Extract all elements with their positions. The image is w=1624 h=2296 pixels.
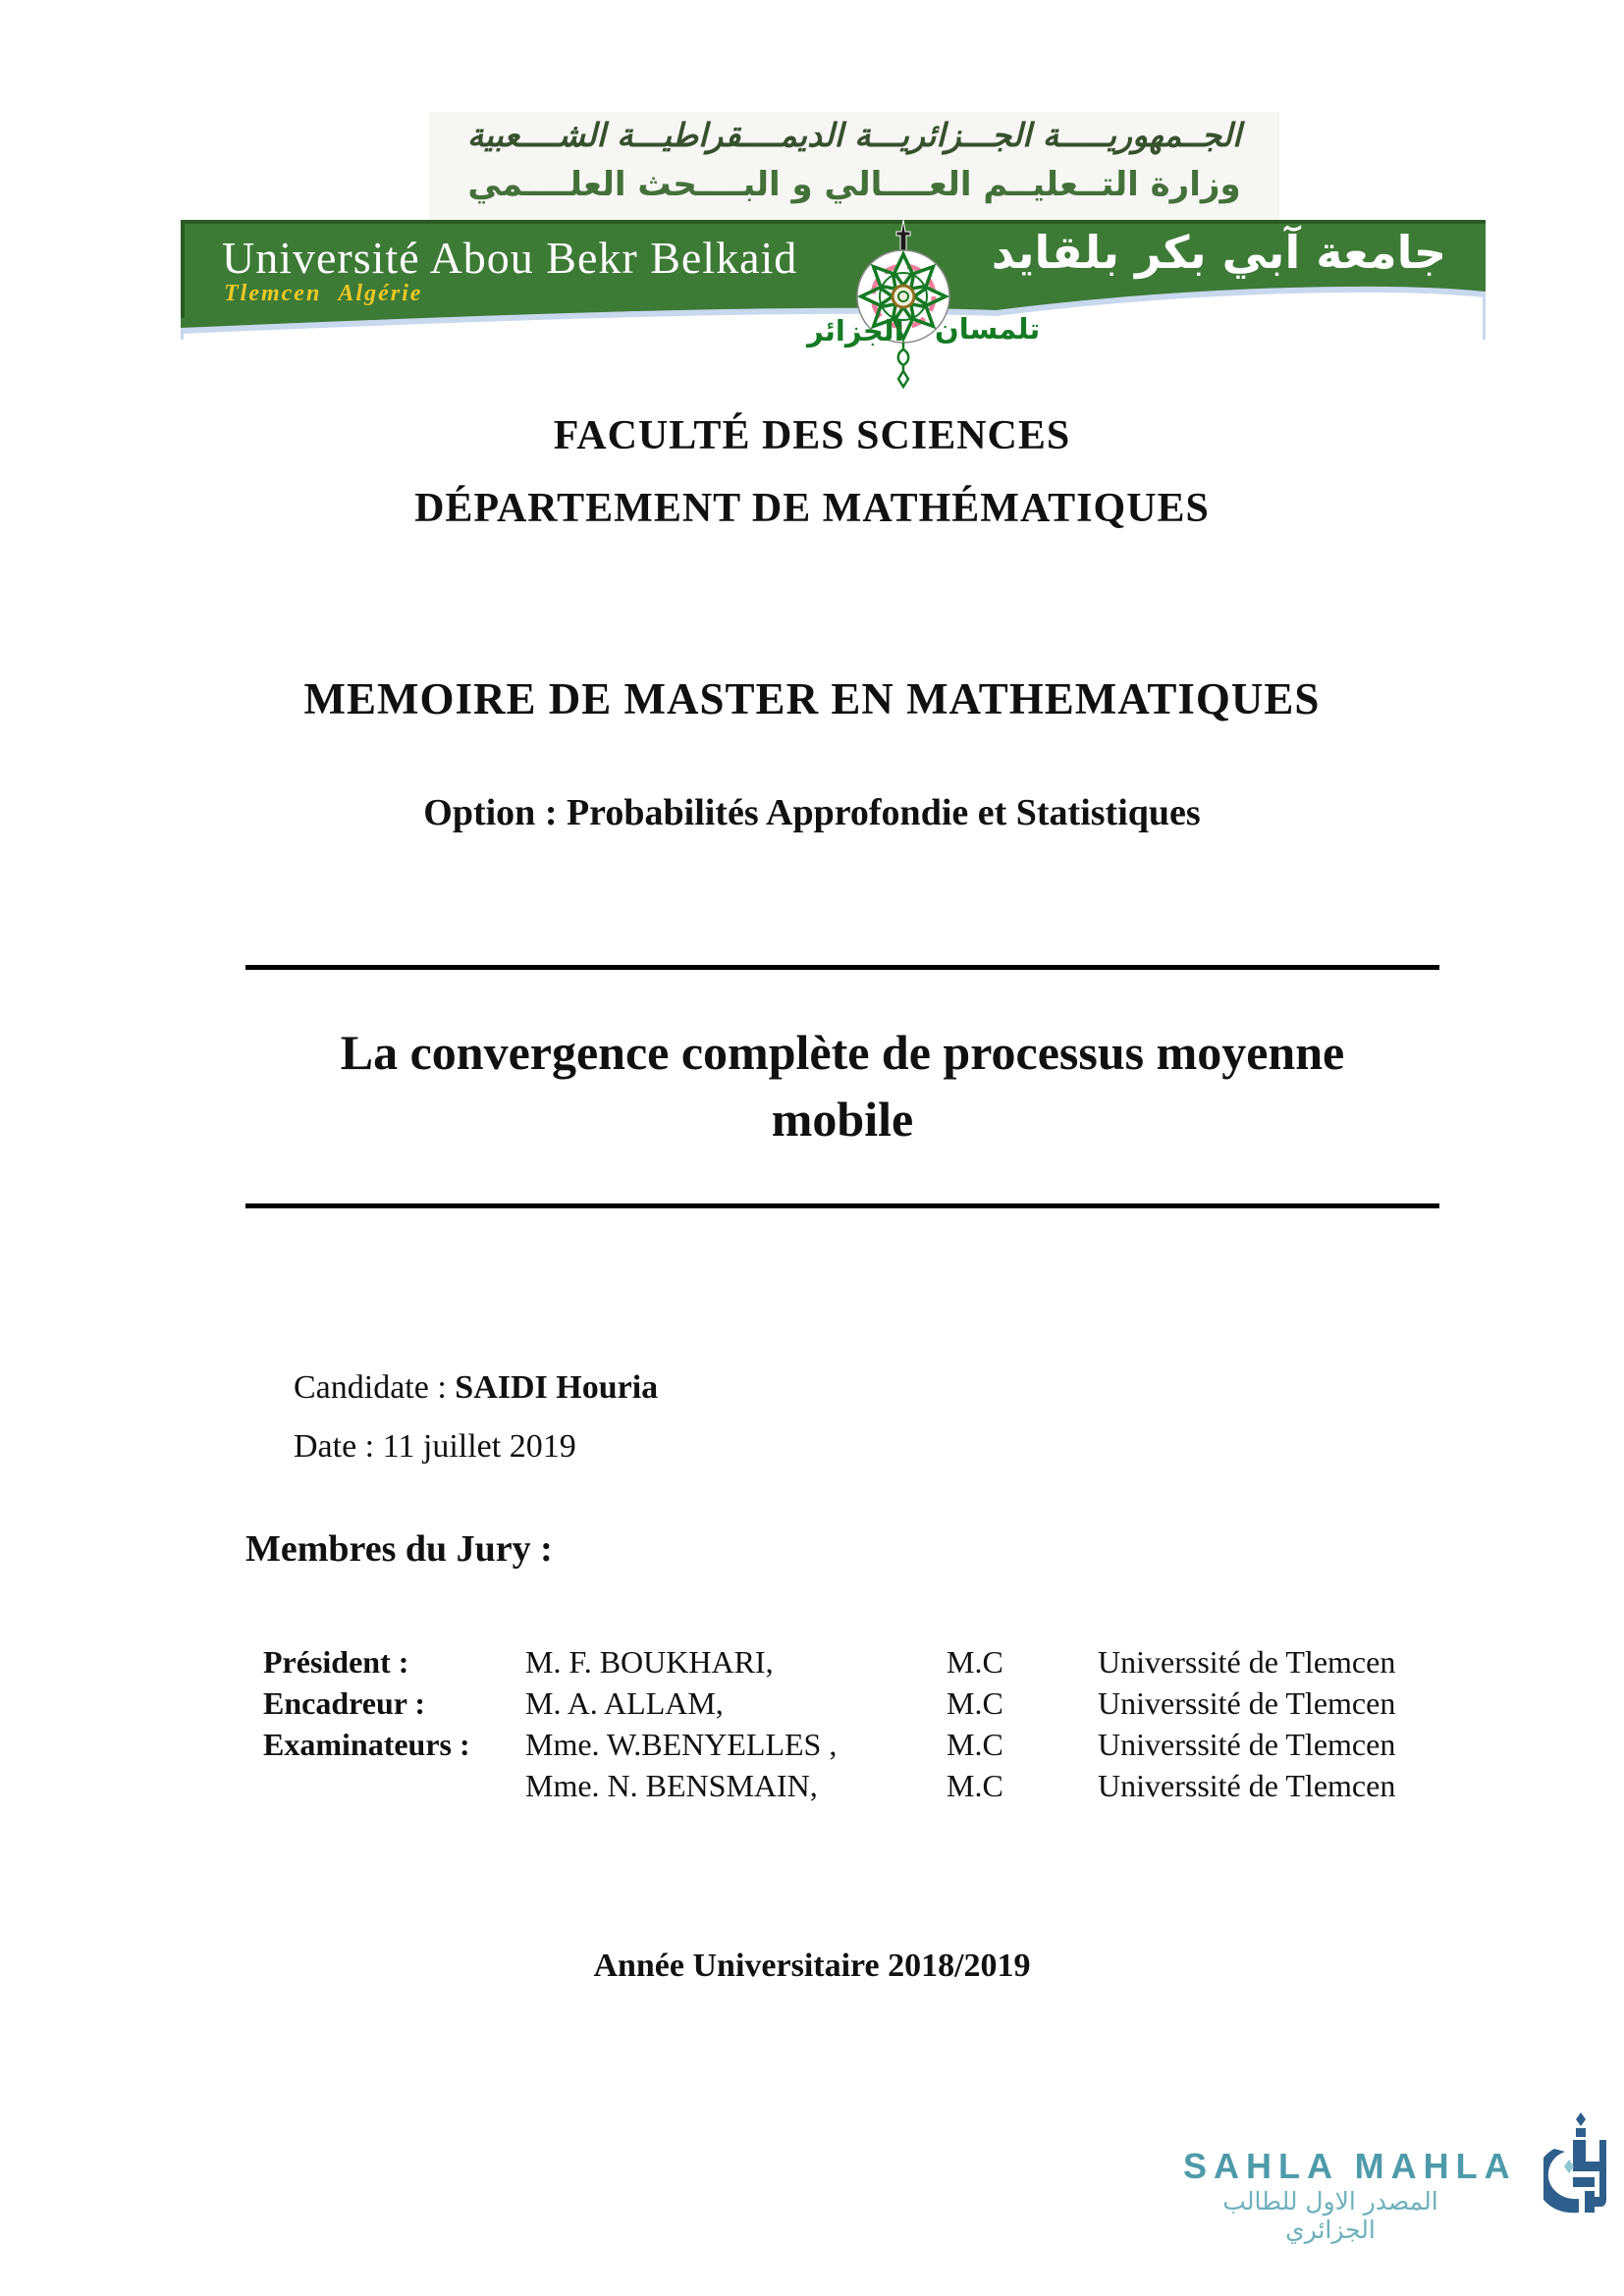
jury-row-examinateur-2 — [263, 1765, 1441, 1806]
title-rule-top — [245, 965, 1439, 970]
degree-heading: MEMOIRE DE MASTER EN MATHEMATIQUES — [303, 674, 1321, 723]
jury-row-president — [263, 1641, 1441, 1682]
jury-grade: M.C — [947, 1685, 1003, 1721]
jury-role: Examinateurs : — [263, 1727, 470, 1762]
jury-grade: M.C — [947, 1768, 1003, 1803]
jury-table — [263, 1641, 1441, 1806]
jury-member-name: Mme. W.BENYELLES , — [525, 1727, 838, 1762]
emblem-city-arabic: تلمسان — [935, 312, 1041, 346]
jury-heading: Membres du Jury : — [245, 1528, 553, 1570]
jury-member-name: Mme. N. BENSMAIN, — [525, 1768, 818, 1803]
university-name-arabic: جامعة آبي بكر بلقايد — [991, 226, 1446, 279]
candidate-name: SAIDI Houria — [455, 1369, 659, 1406]
watermark-brand-text: SAHLA MAHLA — [1183, 2146, 1517, 2186]
jury-member-name: M. A. ALLAM, — [525, 1685, 724, 1721]
date-line — [294, 1428, 576, 1466]
candidate-line — [294, 1369, 658, 1407]
candidate-label: Candidate : — [294, 1369, 456, 1406]
jury-affiliation: Universsité de Tlemcen — [1098, 1644, 1396, 1680]
jury-role — [263, 1765, 525, 1806]
jury-grade: M.C — [947, 1727, 1003, 1762]
option-line: Option : Probabilités Approfondie et Statistiques — [423, 792, 1201, 833]
academic-year: Année Universitaire 2018/2019 — [593, 1948, 1031, 1984]
jury-affiliation: Universsité de Tlemcen — [1098, 1727, 1396, 1762]
university-location: Tlemcen Algérie — [224, 281, 423, 306]
emblem-country-arabic: الجزائر — [807, 314, 904, 347]
university-name-french: Université Abou Bekr Belkaid — [222, 233, 798, 283]
date-value: 11 juillet 2019 — [382, 1428, 576, 1465]
watermark-calligraphy-icon — [1543, 2112, 1606, 2218]
department-name: DÉPARTEMENT DE MATHÉMATIQUES — [414, 486, 1210, 531]
title-rule-bottom — [245, 1203, 1439, 1208]
thesis-title-line2: mobile — [771, 1092, 914, 1147]
thesis-title-line1: La convergence complète de processus moyenne — [340, 1025, 1345, 1080]
watermark-tagline-arabic: المصدر الاول للطالب الجزائري — [1222, 2187, 1438, 2244]
thesis-title — [245, 1019, 1439, 1152]
jury-row-encadreur — [263, 1682, 1441, 1724]
jury-role: Président : — [263, 1644, 409, 1680]
university-emblem-logo — [842, 218, 964, 389]
jury-role: Encadreur : — [263, 1685, 426, 1721]
jury-affiliation: Universsité de Tlemcen — [1098, 1685, 1396, 1721]
jury-affiliation: Universsité de Tlemcen — [1098, 1768, 1396, 1803]
jury-member-name: M. F. BOUKHARI, — [525, 1644, 774, 1680]
republic-name-arabic: الجــمهوريـــــة الجـــزائريـــة الديمــــقراطيـــة الشــــعبية — [466, 116, 1242, 154]
jury-row-examinateur-1 — [263, 1724, 1441, 1765]
date-label: Date : — [294, 1428, 383, 1465]
jury-grade: M.C — [947, 1644, 1003, 1680]
rosette-emblem-icon — [842, 218, 964, 389]
faculty-name: FACULTÉ DES SCIENCES — [553, 413, 1071, 458]
ministry-name-arabic: وزارة التــعليــم العــــالي و البــــحث العلــــمي — [467, 165, 1241, 204]
